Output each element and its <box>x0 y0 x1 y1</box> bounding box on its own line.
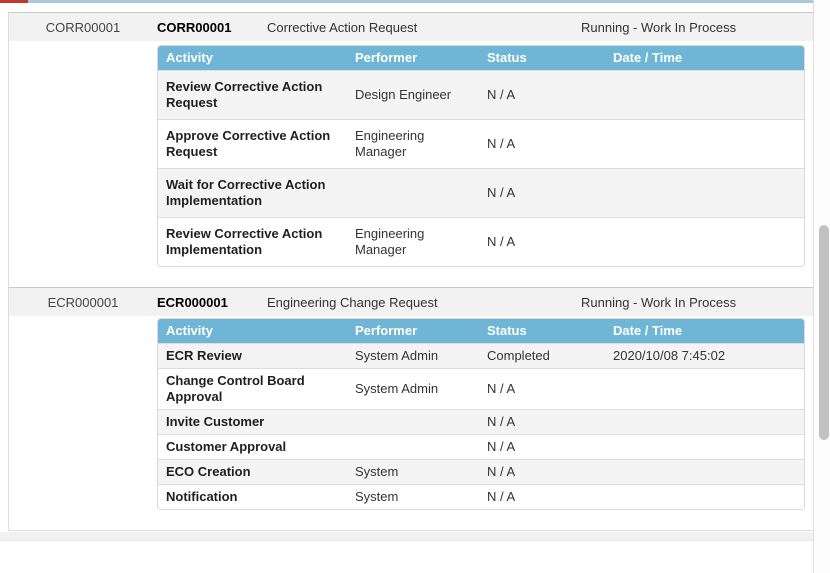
activity-row <box>158 369 804 410</box>
activity-cell: Change Control Board Approval <box>166 373 305 404</box>
activity-cell: Customer Approval <box>166 439 287 454</box>
datetime-cell <box>605 435 804 460</box>
datetime-cell <box>605 120 804 169</box>
activity-row <box>158 460 804 485</box>
column-header-datetime: Date / Time <box>605 319 804 344</box>
activity-row <box>158 218 804 267</box>
activity-cell: ECR Review <box>166 348 242 363</box>
activity-table-header-row <box>158 319 804 344</box>
workflow-state: Running - Work In Process <box>581 20 737 35</box>
vertical-scrollbar-thumb[interactable] <box>819 225 829 440</box>
datetime-cell: 2020/10/08 7:45:02 <box>613 348 726 363</box>
performer-cell: Design Engineer <box>355 87 452 102</box>
workflow-type: Corrective Action Request <box>267 20 418 35</box>
activity-row <box>158 71 804 120</box>
activity-cell: ECO Creation <box>166 464 251 479</box>
activity-cell: Approve Corrective Action Request <box>166 128 331 159</box>
performer-cell <box>347 435 479 460</box>
datetime-cell <box>605 485 804 510</box>
column-header-activity: Activity <box>158 319 347 344</box>
datetime-cell <box>605 218 804 267</box>
activity-cell: Notification <box>166 489 238 504</box>
next-row-partial-strip <box>0 532 813 541</box>
activity-row <box>158 344 804 369</box>
status-cell: N / A <box>487 381 516 396</box>
column-header-performer: Performer <box>347 319 479 344</box>
performer-cell: System Admin <box>355 348 439 363</box>
datetime-cell <box>605 71 804 120</box>
status-cell: N / A <box>487 439 516 454</box>
column-header-performer: Performer <box>347 46 479 71</box>
activity-table-header-row <box>158 46 804 71</box>
activity-table <box>158 46 804 266</box>
activity-cell: Review Corrective Action Implementation <box>166 226 323 257</box>
datetime-cell <box>605 169 804 218</box>
workflow-name: ECR000001 <box>157 295 228 310</box>
workflow-name: CORR00001 <box>157 20 232 35</box>
status-cell: N / A <box>487 185 516 200</box>
column-header-status: Status <box>479 319 605 344</box>
activity-cell: Review Corrective Action Request <box>166 79 323 110</box>
activity-row <box>158 410 804 435</box>
performer-cell: System <box>355 464 399 479</box>
activity-row <box>158 120 804 169</box>
status-cell: N / A <box>487 414 516 429</box>
performer-cell: System <box>355 489 399 504</box>
vertical-scrollbar-track[interactable] <box>813 0 830 573</box>
status-cell: N / A <box>487 87 516 102</box>
progress-bar-blue-segment <box>28 0 830 3</box>
datetime-cell <box>605 410 804 435</box>
activity-cell: Wait for Corrective Action Implementation <box>166 177 326 208</box>
status-cell: N / A <box>487 489 516 504</box>
workflow-section <box>9 12 813 267</box>
top-progress-bar <box>0 0 830 3</box>
activity-table-card <box>157 45 805 267</box>
workflow-header-row[interactable] <box>9 287 813 316</box>
activity-cell: Invite Customer <box>166 414 265 429</box>
status-cell: Completed <box>487 348 550 363</box>
workflow-row-id: ECR000001 <box>47 295 119 310</box>
performer-cell: System Admin <box>355 381 439 396</box>
activity-row <box>158 435 804 460</box>
activity-table <box>158 319 804 509</box>
activity-row <box>158 169 804 218</box>
activity-row <box>158 485 804 510</box>
status-cell: N / A <box>487 234 516 249</box>
performer-cell <box>347 169 479 218</box>
column-header-activity: Activity <box>158 46 347 71</box>
performer-cell <box>347 410 479 435</box>
status-cell: N / A <box>487 464 516 479</box>
workflow-state: Running - Work In Process <box>581 295 737 310</box>
performer-cell: Engineering Manager <box>355 128 425 159</box>
performer-cell: Engineering Manager <box>355 226 425 257</box>
workflow-section <box>9 287 813 510</box>
workflow-header-row[interactable] <box>9 12 813 41</box>
status-cell: N / A <box>487 136 516 151</box>
workflow-type: Engineering Change Request <box>267 295 438 310</box>
activity-table-card <box>157 318 805 510</box>
progress-bar-red-segment <box>0 0 28 3</box>
column-header-status: Status <box>479 46 605 71</box>
workflow-row-id: CORR00001 <box>45 20 121 35</box>
column-header-datetime: Date / Time <box>605 46 804 71</box>
datetime-cell <box>605 369 804 410</box>
datetime-cell <box>605 460 804 485</box>
workflow-process-panel <box>8 12 813 531</box>
